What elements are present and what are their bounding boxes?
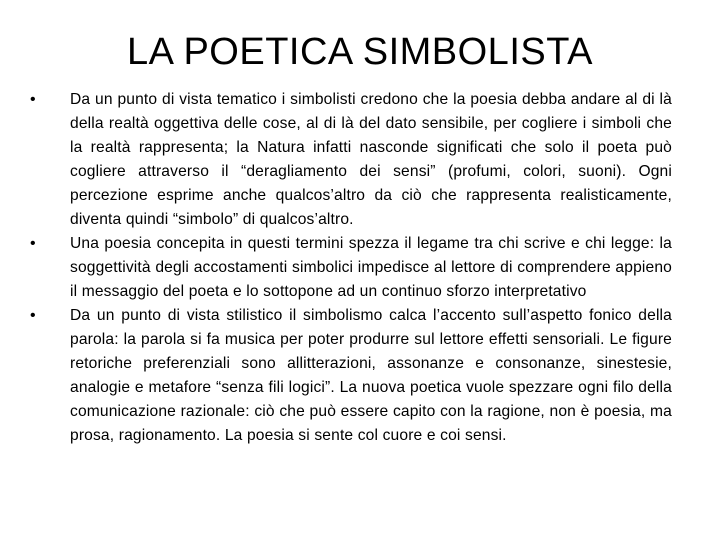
bullet-dot-icon: • <box>30 235 36 252</box>
bullet-item-lettore <box>30 232 672 304</box>
slide-title: LA POETICA SIMBOLISTA <box>127 31 593 73</box>
bullet-item-tematico <box>30 88 672 232</box>
bullet-text: Da un punto di vista stilistico il simbolismo calca l’accento sull’aspetto fonico della parola: la parola si fa musica per poter produrre sul lettore effetti sensoriali. Le figure retoriche preferenziali sono allitterazioni, assonanze e consonanze, sinestesie, analogie e metafore “senza fili logici”. La nuova poetica vuole spezzare ogni filo della comunicazione razionale: ciò che può essere capito con la ragione, non è poesia, ma prosa, ragionamento. La poesia si sente col cuore e coi sensi. <box>70 307 672 444</box>
bullet-item-stilistico <box>30 304 672 448</box>
bullet-list <box>30 88 672 448</box>
bullet-dot-icon: • <box>30 307 36 324</box>
bullet-text: Da un punto di vista tematico i simbolisti credono che la poesia debba andare al di là della realtà oggettiva delle cose, al di là del dato sensibile, per cogliere i simboli che la realtà rappresenta; la Natura infatti nasconde significati che solo il poeta può cogliere attraverso il “deragliamento dei sensi” (profumi, colori, suoni). Ogni percezione esprime anche qualcos’altro da ciò che rappresenta realisticamente, diventa quindi “simbolo” di qualcos’altro. <box>70 91 672 228</box>
bullet-text: Una poesia concepita in questi termini spezza il legame tra chi scrive e chi legge: la soggettività degli accostamenti simbolici impedisce al lettore di comprendere appieno il messaggio del poeta e lo sottopone ad un continuo sforzo interpretativo <box>70 235 672 300</box>
bullet-dot-icon: • <box>30 91 36 108</box>
